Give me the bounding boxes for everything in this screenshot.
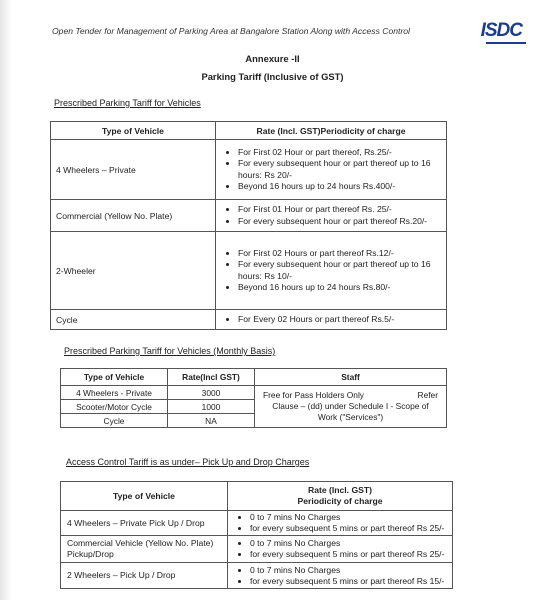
col-rate-header <box>228 482 453 511</box>
rate-item: • For First 02 Hours or part thereof Rs.12/- <box>238 248 442 259</box>
staff-line-1 <box>263 390 438 401</box>
rate-item: • for every subsequent 5 mins or part thereof Rs 25/- <box>250 523 450 534</box>
col-staff-header: Staff <box>255 369 447 386</box>
col-vehicle-header: Type of Vehicle <box>61 482 228 511</box>
table-row <box>51 140 447 200</box>
rate-item: • Beyond 16 hours up to 24 hours Rs.400/- <box>238 181 442 192</box>
rate-item: • For every subsequent hour or part thereof up to 16 hours: Rs 10/- <box>238 259 442 281</box>
table-header-row <box>61 369 447 386</box>
rate-item: • 0 to 7 mins No Charges <box>250 512 450 523</box>
section1-title: Prescribed Parking Tariff for Vehicles <box>54 98 201 108</box>
col-vehicle-header: Type of Vehicle <box>61 369 168 386</box>
table-row <box>51 200 447 232</box>
irsdc-logo: ISDC <box>480 20 522 41</box>
table-row <box>61 563 453 589</box>
vehicle-cell: 2-Wheeler <box>51 232 216 310</box>
table-row <box>61 536 453 563</box>
staff-text-2: Clause – (dd) under Schedule I - Scope of Work ("Services") <box>272 401 429 422</box>
rate-item: • for every subsequent 5 mins or part thereof Rs 15/- <box>250 576 450 587</box>
rate-item: • for every subsequent 5 mins or part thereof Rs 25/- <box>250 549 450 560</box>
tariff-title: Parking Tariff (Inclusive of GST) <box>201 71 344 82</box>
table-row <box>61 511 453 536</box>
staff-refer: Refer <box>417 390 438 400</box>
rate-item: • For First 01 Hour or part thereof Rs. 25/- <box>238 204 442 215</box>
col-rate-header: Rate(Incl GST) <box>168 369 255 386</box>
section2-title: Prescribed Parking Tariff for Vehicles (Monthly Basis) <box>64 346 276 356</box>
rate-item: • 0 to 7 mins No Charges <box>250 565 450 576</box>
rate-cell <box>216 200 447 232</box>
vehicle-cell: Cycle <box>51 310 216 330</box>
rate-item: • For Every 02 Hours or part thereof Rs.5/- <box>238 314 442 325</box>
vehicle-cell: 2 Wheelers – Pick Up / Drop <box>61 563 228 589</box>
logo-underline <box>486 42 526 44</box>
col-rate-line1: Rate (Incl. GST) <box>308 485 372 495</box>
vehicle-cell: 4 Wheelers - Private <box>61 386 168 400</box>
vehicle-cell: Scooter/Motor Cycle <box>61 400 168 414</box>
rate-item: • For every subsequent hour or part thereof up to 16 hours: Rs 20/- <box>238 158 442 180</box>
rate-cell: 3000 <box>168 386 255 400</box>
hourly-tariff-table <box>50 121 447 330</box>
table-row <box>51 232 447 310</box>
header-text: Open Tender for Management of Parking Area at Bangalore Station Along with Access Control <box>52 26 410 36</box>
rate-cell <box>216 232 447 310</box>
vehicle-cell: Commercial (Yellow No. Plate) <box>51 200 216 232</box>
col-rate-header: Rate (Incl. GST)Periodicity of charge <box>216 122 447 140</box>
table-row <box>61 386 447 400</box>
rate-item: • For First 02 Hour or part thereof, Rs.25/- <box>238 147 442 158</box>
vehicle-cell: Cycle <box>61 414 168 428</box>
vehicle-cell: 4 Wheelers – Private <box>51 140 216 200</box>
rate-cell <box>216 310 447 330</box>
col-vehicle-header: Type of Vehicle <box>51 122 216 140</box>
section3-title: Access Control Tariff is as under– Pick Up and Drop Charges <box>66 457 310 467</box>
rate-cell <box>216 140 447 200</box>
rate-cell <box>228 536 453 563</box>
rate-cell: 1000 <box>168 400 255 414</box>
table-header-row <box>61 482 453 511</box>
rate-cell <box>228 511 453 536</box>
staff-text: Free for Pass Holders Only <box>263 390 364 400</box>
rate-item: • Beyond 16 hours up to 24 hours Rs.80/- <box>238 282 442 293</box>
page-edge-shadow <box>0 0 12 600</box>
rate-item: • For every subsequent hour or part thereof Rs.20/- <box>238 216 442 227</box>
table-row <box>51 310 447 330</box>
staff-cell <box>255 386 447 428</box>
col-rate-line2: Periodicity of charge <box>297 496 383 506</box>
document-header <box>52 20 522 48</box>
access-control-table <box>60 481 453 589</box>
monthly-tariff-table <box>60 368 447 428</box>
rate-cell: NA <box>168 414 255 428</box>
vehicle-cell: 4 Wheelers – Private Pick Up / Drop <box>61 511 228 536</box>
table-header-row <box>51 122 447 140</box>
annexure-title: Annexure -II <box>245 53 300 64</box>
rate-item: • 0 to 7 mins No Charges <box>250 538 450 549</box>
rate-cell <box>228 563 453 589</box>
vehicle-cell: Commercial Vehicle (Yellow No. Plate) Pickup/Drop <box>61 536 228 563</box>
